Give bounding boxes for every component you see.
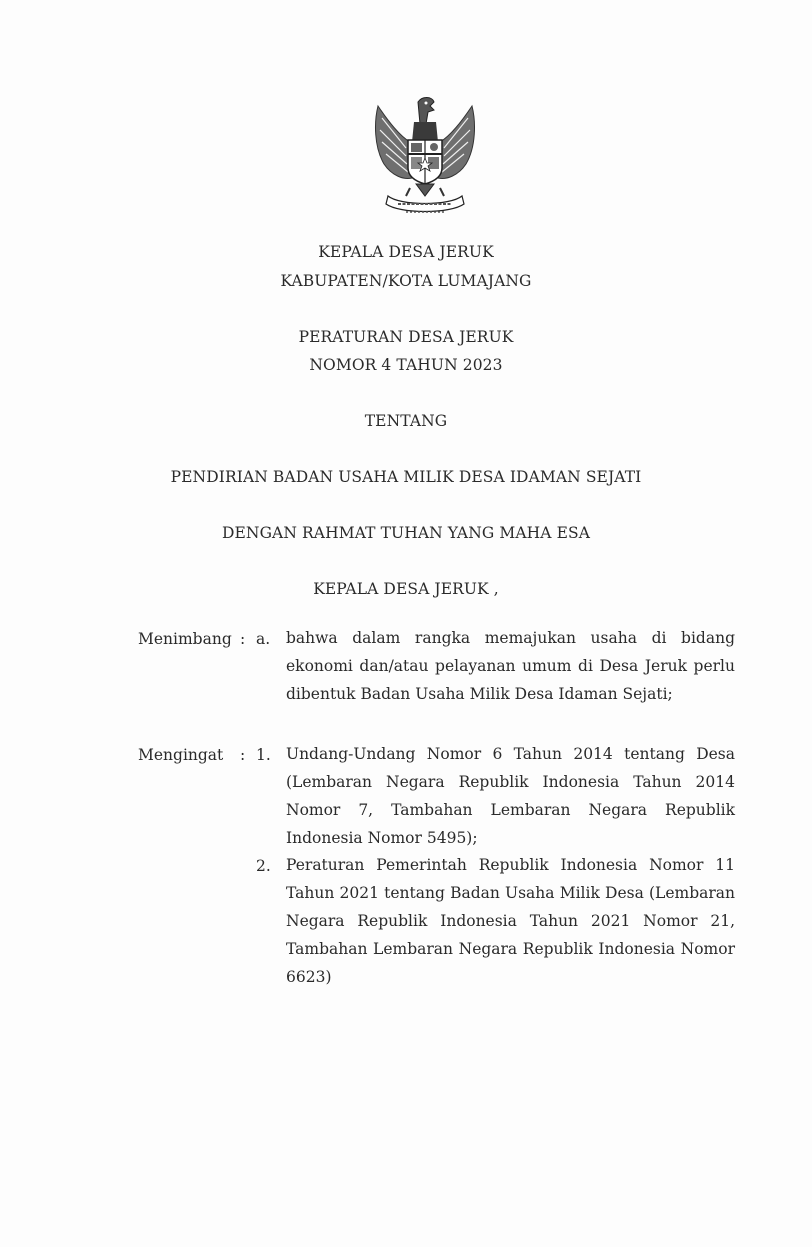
regulation-number: NOMOR 4 TAHUN 2023 — [309, 356, 503, 374]
mengingat-colon: : — [240, 746, 246, 764]
item-marker: 1. — [256, 746, 271, 764]
regulation-title: PERATURAN DESA JERUK — [298, 328, 514, 346]
item-text: Peraturan Pemerintah Republik Indonesia Nomor 11 Tahun 2021 tentang Badan Usaha Milik Desa (Lembaran Negara Republik Indonesia Tahun 2021 Nomor 21, Tambahan Lembaran Negara Republik Indonesia Nomor 6623) — [286, 856, 735, 986]
item-text: Undang-Undang Nomor 6 Tahun 2014 tentang Desa (Lembaran Negara Republik Indonesia Tahun 2014 Nomor 7, Tambahan Lembaran Negara Republik Indonesia Nomor 5495); — [286, 745, 735, 847]
garuda-emblem-icon — [370, 92, 480, 220]
issuer-line-2: KABUPATEN/KOTA LUMAJANG — [280, 272, 532, 290]
enactor: KEPALA DESA JERUK , — [313, 580, 499, 598]
issuer-line-1: KEPALA DESA JERUK — [318, 243, 494, 261]
item-text: bahwa dalam rangka memajukan usaha di bidang ekonomi dan/atau pelayanan umum di Desa Jeruk perlu dibentuk Badan Usaha Milik Desa Idaman Sejati; — [286, 629, 735, 703]
menimbang-colon: : — [240, 630, 246, 648]
item-marker: 2. — [256, 857, 271, 875]
item-marker: a. — [256, 630, 271, 648]
mengingat-section — [138, 746, 738, 996]
about-label: TENTANG — [364, 412, 448, 430]
regulation-subject: PENDIRIAN BADAN USAHA MILIK DESA IDAMAN SEJATI — [170, 468, 642, 486]
menimbang-section — [138, 630, 738, 720]
menimbang-label: Menimbang — [138, 630, 232, 648]
invocation: DENGAN RAHMAT TUHAN YANG MAHA ESA — [221, 524, 591, 542]
mengingat-label: Mengingat — [138, 746, 224, 764]
